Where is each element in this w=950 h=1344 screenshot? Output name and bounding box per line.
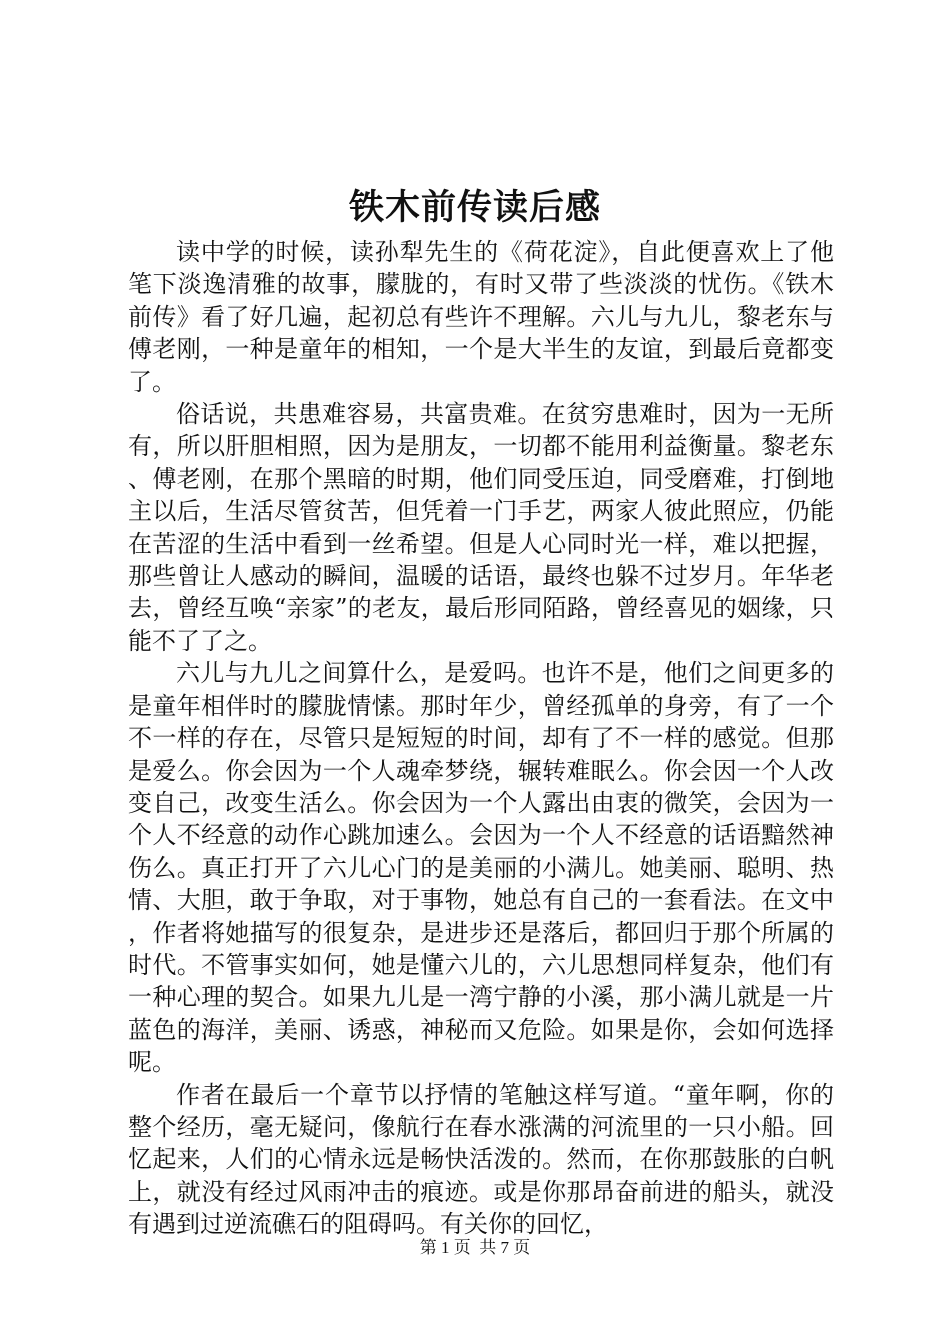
document-body [128, 236, 834, 1241]
paragraph: 读中学的时候，读孙犁先生的《荷花淀》，自此便喜欢上了他笔下淡逸清雅的故事，朦胧的，有时又带了些淡淡的忧伤。《铁木前传》看了好几遍，起初总有些许不理解。六儿与九儿，黎老东与傅老刚，一种是童年的相知，一个是大半生的友谊，到最后竟都变了。 [128, 238, 834, 396]
paragraph: 六儿与九儿之间算什么，是爱吗。也许不是，他们之间更多的是童年相伴时的朦胧情愫。那时年少，曾经孤单的身旁，有了一个不一样的存在，尽管只是短短的时间，却有了不一样的感觉。但那是爱么。你会因为一个人魂牵梦绕，辗转难眠么。你会因一个人改变自己，改变生活么。你会因为一个人露出由衷的微笑，会因为一个人不经意的动作心跳加速么。会因为一个人不经意的话语黯然神伤么。真正打开了六儿心门的是美丽的小满儿。她美丽、聪明、热情、大胆，敢于争取，对于事物，她总有自己的一套看法。在文中，作者将她描写的很复杂，是进步还是落后，都回归于那个所属的时代。不管事实如何，她是懂六儿的，六儿思想同样复杂，他们有一种心理的契合。如果九儿是一湾宁静的小溪，那小满儿就是一片蓝色的海洋，美丽、诱惑，神秘而又危险。如果是你，会如何选择呢。 [128, 659, 834, 1077]
paragraph: 作者在最后一个章节以抒情的笔触这样写道。“童年啊，你的整个经历，毫无疑问，像航行在春水涨满的河流里的一只小船。回忆起来，人们的心情永远是畅快活泼的。然而，在你那鼓胀的白帆上，就没有经过风雨冲击的痕迹。或是你那昂奋前进的船头，就没有遇到过逆流礁石的阻碍吗。有关你的回忆， [128, 1080, 834, 1239]
document-title: 铁木前传读后感 [348, 187, 601, 228]
page-footer [0, 1236, 950, 1260]
page-number: 第 1 页 共 7 页 [419, 1238, 531, 1257]
paragraph: 俗话说，共患难容易，共富贵难。在贫穷患难时，因为一无所有，所以肝胆相照，因为是朋友，一切都不能用利益衡量。黎老东、傅老刚，在那个黑暗的时期，他们同受压迫，同受磨难，打倒地主以后，生活尽管贫苦，但凭着一门手艺，两家人彼此照应，仍能在苦涩的生活中看到一丝希望。但是人心同时光一样，难以把握，那些曾让人感动的瞬间，温暖的话语，最终也躲不过岁月。年华老去，曾经互唤“亲家”的老友，最后形同陌路，曾经喜见的姻缘，只能不了了之。 [128, 400, 834, 655]
